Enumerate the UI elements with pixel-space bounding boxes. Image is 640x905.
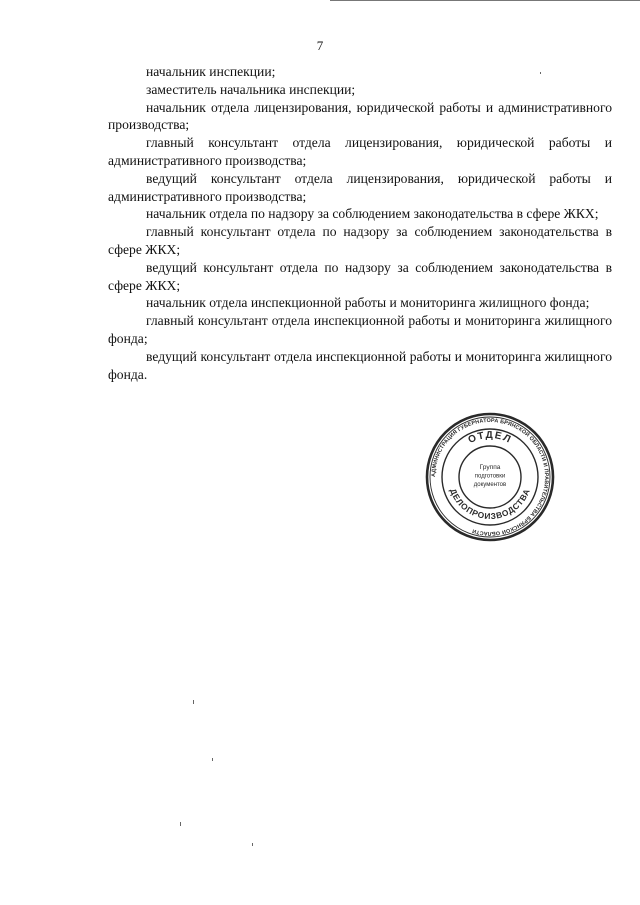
- seal-graphic: [425, 412, 555, 542]
- page-number: 7: [316, 38, 324, 53]
- position-item: главный консультант отдела по надзору за соблюдением законодательства в сфере ЖКХ;: [108, 224, 612, 257]
- position-item: ведущий консультант отдела инспекционной работы и мониторинга жилищного фонда.: [108, 348, 612, 382]
- scan-speck: [252, 843, 253, 846]
- scan-speck: [540, 72, 541, 74]
- seal-center-line-1: Группа: [479, 464, 501, 471]
- seal-inner-bottom-text: [448, 487, 532, 521]
- position-item: начальник инспекции;: [146, 64, 276, 79]
- seal-outer-textpath: АДМИНИСТРАЦИЯ ГУБЕРНАТОРА БРЯНСКОЙ ОБЛАСТИ И ПРАВИТЕЛЬСТВА БРЯНСКОЙ ОБЛАСТИ: [430, 417, 550, 537]
- seal-center-line-3: документов: [473, 482, 507, 488]
- position-item: начальник отдела лицензирования, юридической работы и административного производства;: [108, 99, 612, 133]
- position-item: заместитель начальника инспекции;: [146, 81, 356, 97]
- position-item: начальник отдела по надзору за соблюдением законодательства в сфере ЖКХ;: [146, 206, 599, 222]
- seal-center-line-2: подготовки: [474, 473, 506, 480]
- position-item: главный консультант отдела лицензирования, юридической работы и административного производства;: [108, 135, 612, 168]
- position-item: главный консультант отдела инспекционной работы и мониторинга жилищного фонда;: [108, 313, 612, 346]
- position-item: начальник отдела инспекционной работы и мониторинга жилищного фонда;: [146, 295, 590, 311]
- official-seal: [425, 412, 555, 542]
- scan-speck: [212, 758, 213, 761]
- position-list: [108, 63, 612, 383]
- scan-speck: [180, 822, 181, 826]
- position-item: ведущий консультант отдела лицензирования, юридической работы и административного производства;: [108, 170, 612, 204]
- scan-speck: [193, 700, 194, 704]
- scan-edge-line: [330, 0, 640, 1]
- position-item: ведущий консультант отдела по надзору за соблюдением законодательства в сфере ЖКХ;: [108, 259, 612, 293]
- seal-inner-bottom-textpath: ДЕЛОПРОИЗВОДСТВА: [448, 486, 532, 522]
- seal-inner-top-textpath: ОТДЕЛ: [466, 429, 514, 447]
